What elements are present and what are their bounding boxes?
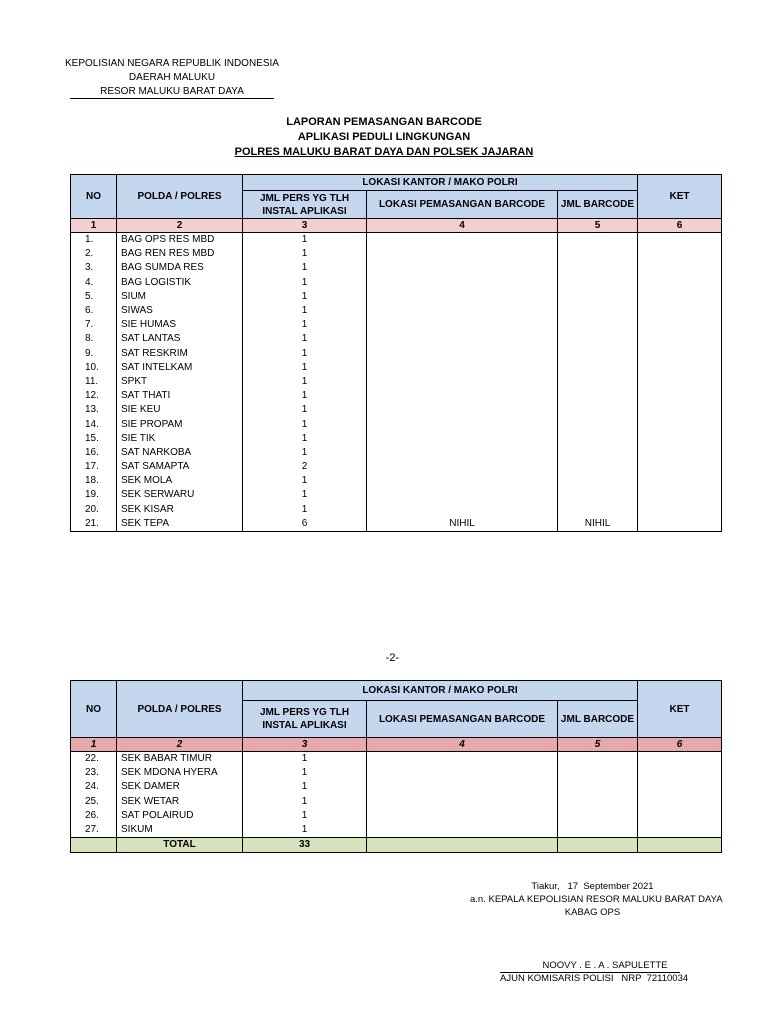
row-barcode [558,403,638,417]
signer-block [500,960,689,985]
row-ket [638,233,722,248]
row-jml-pers: 1 [243,247,367,261]
row-barcode [558,488,638,502]
row-jml-pers: 1 [243,375,367,389]
table-row [71,290,722,304]
row-ket [638,752,722,767]
header-lokasi-pemasangan: LOKASI PEMASANGAN BARCODE [367,191,558,219]
row-jml-pers: 1 [243,389,367,403]
row-ket [638,766,722,780]
row-lokasi [367,290,558,304]
row-unit: SEK BABAR TIMUR [117,752,243,767]
row-number: 19. [71,488,117,502]
header-jml-pers-line-2: INSTAL APLIKASI [262,205,347,217]
row-jml-pers: 1 [243,766,367,780]
row-jml-pers: 6 [243,517,367,532]
header-jml-pers [243,701,367,738]
col-number: 3 [243,738,367,752]
row-unit: SAT SAMAPTA [117,460,243,474]
row-lokasi [367,261,558,275]
row-barcode [558,432,638,446]
table-row [71,823,722,838]
row-lokasi [367,503,558,517]
row-unit: SEK KISAR [117,503,243,517]
row-barcode [558,809,638,823]
row-number: 20. [71,503,117,517]
org-line-1: KEPOLISIAN NEGARA REPUBLIK INDONESIA [65,58,279,69]
row-jml-pers: 1 [243,318,367,332]
row-barcode [558,276,638,290]
row-unit: SAT INTELKAM [117,361,243,375]
row-lokasi [367,766,558,780]
row-ket [638,823,722,838]
total-cell-ket [638,838,722,853]
row-ket [638,389,722,403]
row-lokasi [367,389,558,403]
row-lokasi [367,446,558,460]
header-jml-pers-line-1: JML PERS YG TLH [259,192,350,204]
row-unit: SAT RESKRIM [117,347,243,361]
row-lokasi [367,332,558,346]
row-unit: SAT LANTAS [117,332,243,346]
row-ket [638,290,722,304]
row-lokasi [367,233,558,248]
row-lokasi [367,460,558,474]
row-jml-pers: 1 [243,474,367,488]
row-lokasi [367,809,558,823]
row-number: 8. [71,332,117,346]
row-jml-pers: 1 [243,361,367,375]
row-unit: SIE KEU [117,403,243,417]
row-number: 7. [71,318,117,332]
row-ket [638,261,722,275]
table-row [71,503,722,517]
row-barcode [558,766,638,780]
row-ket [638,432,722,446]
row-barcode [558,375,638,389]
row-jml-pers: 1 [243,780,367,794]
total-cell-lokasi [367,838,558,853]
row-number: 18. [71,474,117,488]
header-lokasi-pemasangan: LOKASI PEMASANGAN BARCODE [367,701,558,738]
col-number: 2 [117,738,243,752]
table-row [71,261,722,275]
header-jml-barcode: JML BARCODE [558,191,638,219]
col-number: 6 [638,219,722,233]
row-ket [638,332,722,346]
row-barcode [558,823,638,838]
row-lokasi [367,247,558,261]
table-row [71,233,722,248]
row-jml-pers: 1 [243,446,367,460]
row-ket [638,361,722,375]
table-row [71,488,722,502]
org-line-2: DAERAH MALUKU [128,72,216,83]
row-unit: SAT THATI [117,389,243,403]
row-ket [638,517,722,532]
table-row [71,474,722,488]
row-unit: SIE PROPAM [117,417,243,431]
table-row [71,780,722,794]
row-number: 2. [71,247,117,261]
row-jml-pers: 1 [243,261,367,275]
position: KABAG OPS [564,907,621,918]
row-number: 15. [71,432,117,446]
row-lokasi [367,432,558,446]
header-ket: KET [638,681,722,738]
row-barcode: NIHIL [558,517,638,532]
header-jml-barcode: JML BARCODE [558,701,638,738]
row-ket [638,347,722,361]
row-number: 27. [71,823,117,838]
row-unit: SEK MDONA HYERA [117,766,243,780]
row-jml-pers: 2 [243,460,367,474]
total-value: 33 [243,838,367,853]
row-number: 23. [71,766,117,780]
row-number: 26. [71,809,117,823]
row-unit: SIE HUMAS [117,318,243,332]
table-row [71,766,722,780]
table-row [71,247,722,261]
table-row [71,389,722,403]
row-barcode [558,304,638,318]
row-unit: SEK DAMER [117,780,243,794]
row-unit: SIKUM [117,823,243,838]
title-line-2: APLIKASI PEDULI LINGKUNGAN [297,131,471,143]
row-lokasi [367,304,558,318]
row-barcode [558,752,638,767]
row-ket [638,247,722,261]
row-number: 1. [71,233,117,248]
signer-name: NOOVY . E . A . SAPULETTE [500,960,680,973]
row-unit: SAT NARKOBA [117,446,243,460]
table-row [71,276,722,290]
row-lokasi [367,347,558,361]
table-row [71,752,722,767]
row-number: 24. [71,780,117,794]
table-row [71,809,722,823]
header-ket: KET [638,175,722,219]
row-ket [638,318,722,332]
header-lokasi-group: LOKASI KANTOR / MAKO POLRI [243,175,638,191]
row-lokasi [367,488,558,502]
org-line-3: RESOR MALUKU BARAT DAYA [70,86,274,99]
row-number: 3. [71,261,117,275]
row-barcode [558,780,638,794]
row-unit: SEK TEPA [117,517,243,532]
col-number: 1 [71,219,117,233]
row-jml-pers: 1 [243,488,367,502]
title-line-1: LAPORAN PEMASANGAN BARCODE [286,116,482,128]
table-row [71,304,722,318]
row-number: 6. [71,304,117,318]
row-jml-pers: 1 [243,417,367,431]
row-barcode [558,332,638,346]
row-jml-pers: 1 [243,403,367,417]
table-row [71,332,722,346]
row-unit: BAG LOGISTIK [117,276,243,290]
row-lokasi [367,276,558,290]
row-number: 10. [71,361,117,375]
row-lokasi [367,318,558,332]
row-unit: SIUM [117,290,243,304]
row-number: 14. [71,417,117,431]
row-unit: SEK WETAR [117,795,243,809]
row-jml-pers: 1 [243,809,367,823]
row-number: 16. [71,446,117,460]
row-barcode [558,417,638,431]
row-ket [638,809,722,823]
row-ket [638,795,722,809]
row-ket [638,276,722,290]
row-barcode [558,474,638,488]
col-number: 4 [367,738,558,752]
row-number: 13. [71,403,117,417]
table-row [71,361,722,375]
row-number: 9. [71,347,117,361]
row-barcode [558,446,638,460]
total-cell-no [71,838,117,853]
row-lokasi: NIHIL [367,517,558,532]
signature-block [470,880,723,919]
row-jml-pers: 1 [243,795,367,809]
header-jml-pers-line-2: INSTAL APLIKASI [262,720,347,731]
row-unit: SIWAS [117,304,243,318]
col-number: 5 [558,219,638,233]
row-lokasi [367,823,558,838]
row-lokasi [367,780,558,794]
header-lokasi-group: LOKASI KANTOR / MAKO POLRI [243,681,638,701]
row-barcode [558,247,638,261]
col-number: 6 [638,738,722,752]
table-row [71,432,722,446]
place-date: Tiakur, 17 September 2021 [531,881,654,892]
row-barcode [558,261,638,275]
report-table-page-2 [70,680,722,853]
row-ket [638,474,722,488]
row-lokasi [367,474,558,488]
col-number: 5 [558,738,638,752]
table-body-page-2 [71,752,722,838]
row-jml-pers: 1 [243,823,367,838]
table-row [71,318,722,332]
row-barcode [558,290,638,304]
row-ket [638,503,722,517]
row-number: 17. [71,460,117,474]
table-row [71,375,722,389]
total-row [71,838,722,853]
signer-rank: AJUN KOMISARIS POLISI NRP 72110034 [500,973,689,984]
row-jml-pers: 1 [243,503,367,517]
row-lokasi [367,752,558,767]
row-unit: SEK MOLA [117,474,243,488]
row-jml-pers: 1 [243,304,367,318]
header-unit: POLDA / POLRES [117,681,243,738]
header-unit: POLDA / POLRES [117,175,243,219]
report-table-page-1 [70,174,722,532]
table-row [71,446,722,460]
header-no: NO [71,681,117,738]
total-cell-barcode [558,838,638,853]
header-jml-pers-line-1: JML PERS YG TLH [259,707,350,718]
row-number: 25. [71,795,117,809]
row-jml-pers: 1 [243,332,367,346]
row-unit: BAG OPS RES MBD [117,233,243,248]
row-ket [638,304,722,318]
row-jml-pers: 1 [243,276,367,290]
row-number: 21. [71,517,117,532]
row-ket [638,488,722,502]
row-barcode [558,389,638,403]
col-number: 2 [117,219,243,233]
table-row [71,460,722,474]
row-number: 4. [71,276,117,290]
row-jml-pers: 1 [243,233,367,248]
table-row [71,795,722,809]
row-barcode [558,795,638,809]
row-jml-pers: 1 [243,290,367,304]
table-row [71,403,722,417]
report-title [0,115,768,160]
col-number: 1 [71,738,117,752]
row-number: 11. [71,375,117,389]
row-ket [638,460,722,474]
row-ket [638,780,722,794]
row-ket [638,446,722,460]
title-line-3: POLRES MALUKU BARAT DAYA DAN POLSEK JAJARAN [234,146,534,158]
row-unit: SEK SERWARU [117,488,243,502]
table-body-page-1 [71,233,722,532]
row-jml-pers: 1 [243,347,367,361]
row-ket [638,403,722,417]
row-number: 22. [71,752,117,767]
row-lokasi [367,375,558,389]
row-ket [638,375,722,389]
organization-header [62,57,282,99]
row-jml-pers: 1 [243,752,367,767]
row-lokasi [367,417,558,431]
header-jml-pers [243,191,367,219]
row-lokasi [367,795,558,809]
row-lokasi [367,361,558,375]
col-number: 3 [243,219,367,233]
row-unit: SPKT [117,375,243,389]
col-number: 4 [367,219,558,233]
row-number: 5. [71,290,117,304]
row-jml-pers: 1 [243,432,367,446]
row-unit: SIE TIK [117,432,243,446]
total-label: TOTAL [117,838,243,853]
table-row [71,347,722,361]
row-barcode [558,233,638,248]
row-barcode [558,361,638,375]
row-ket [638,417,722,431]
row-unit: SAT POLAIRUD [117,809,243,823]
row-barcode [558,347,638,361]
header-no: NO [71,175,117,219]
table-row [71,517,722,532]
page-number: -2- [385,652,400,664]
table-row [71,417,722,431]
on-behalf: a.n. KEPALA KEPOLISIAN RESOR MALUKU BARAT DAYA [470,894,723,905]
row-number: 12. [71,389,117,403]
row-lokasi [367,403,558,417]
row-unit: BAG SUMDA RES [117,261,243,275]
row-barcode [558,318,638,332]
row-unit: BAG REN RES MBD [117,247,243,261]
row-barcode [558,503,638,517]
row-barcode [558,460,638,474]
